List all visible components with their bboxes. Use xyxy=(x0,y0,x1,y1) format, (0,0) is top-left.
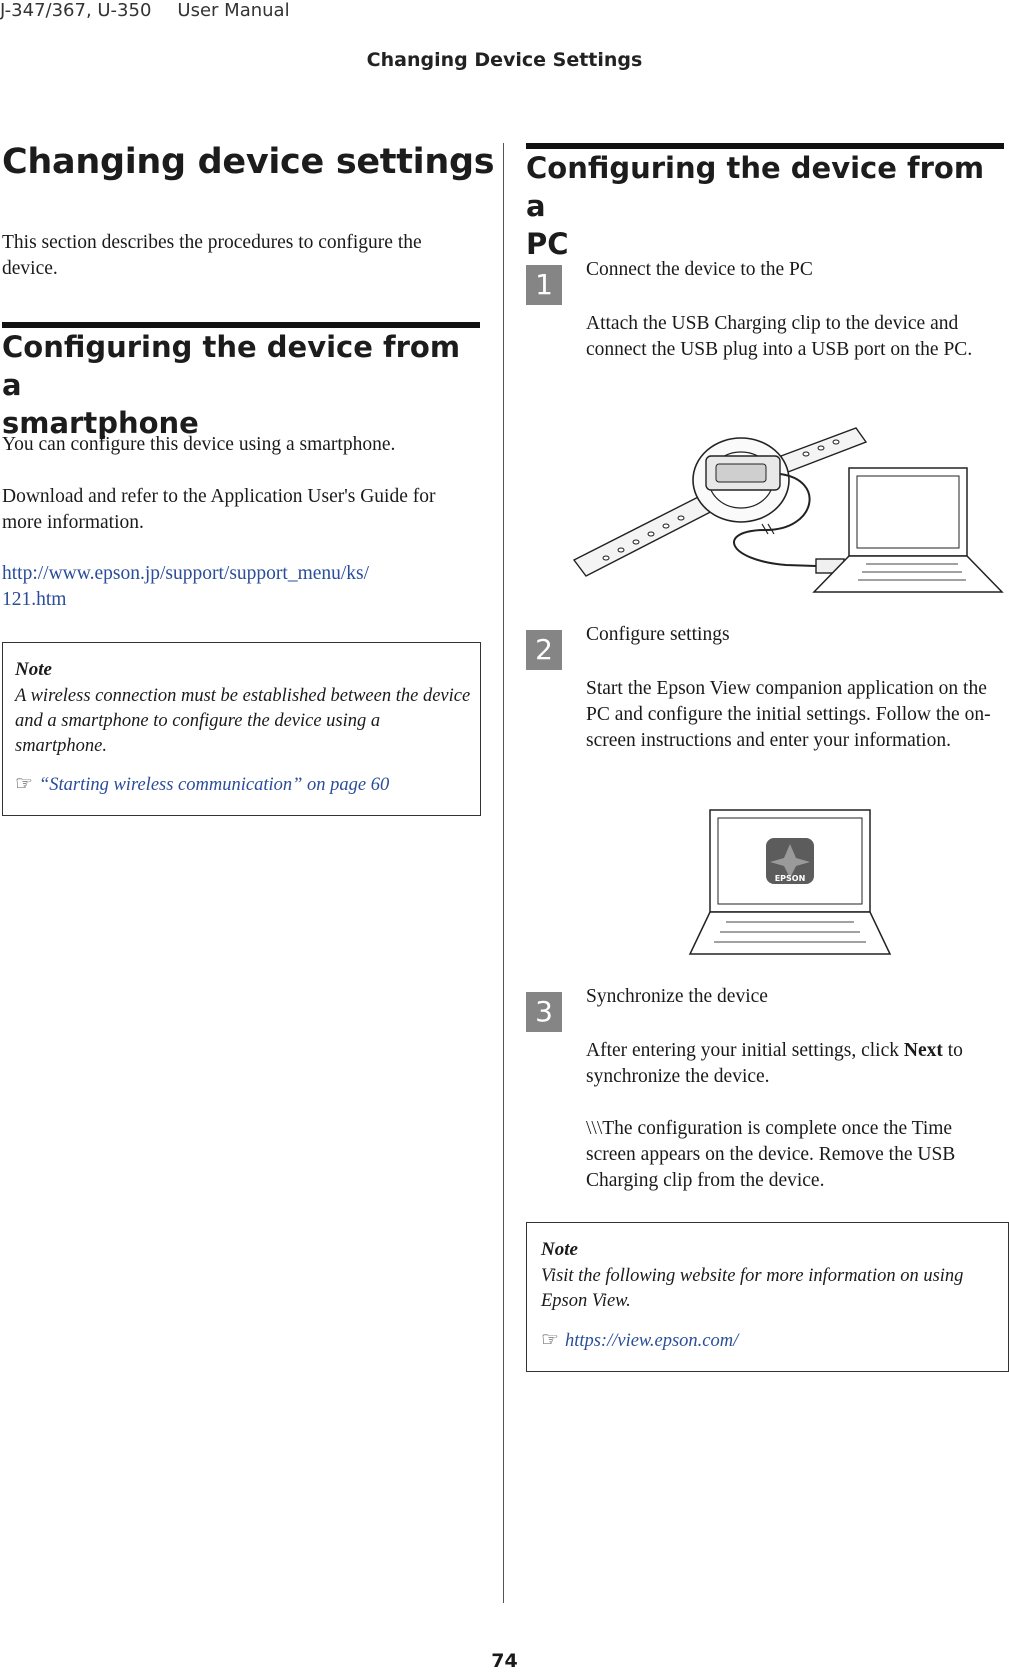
support-link[interactable] xyxy=(2,561,472,613)
reference-link[interactable]: “Starting wireless communication” on page 60 xyxy=(38,775,390,795)
pc-note-reference[interactable] xyxy=(541,1327,738,1352)
section-header: Changing Device Settings xyxy=(366,49,643,71)
document-name: User Manual xyxy=(177,0,290,21)
step-3-badge: 3 xyxy=(526,992,562,1032)
model-number: J-347/367, U-350 xyxy=(0,0,152,21)
pc-heading xyxy=(526,149,1004,263)
pc-heading-line2: PC xyxy=(526,227,569,261)
watch-usb-laptop-illustration xyxy=(566,420,1006,600)
step-1-badge: 1 xyxy=(526,265,562,305)
step-3-body-2: \\\The configuration is complete once the Time screen appears on the device. Remove the USB Charging clip from the device. xyxy=(586,1118,956,1191)
pc-heading-line1: Configuring the device from a xyxy=(526,151,985,223)
step-2-badge: 2 xyxy=(526,630,562,670)
smartphone-note-box xyxy=(2,642,481,816)
pc-note-box xyxy=(526,1222,1009,1372)
step-3-body xyxy=(586,1038,1004,1090)
smartphone-paragraph-2: Download and refer to the Application User's Guide for more information. xyxy=(2,486,436,533)
step-3-body-text: After entering your initial settings, click xyxy=(586,1040,904,1061)
step-2-body: Start the Epson View companion application on the PC and configure the initial settings. Follow the on-screen instructions and enter your information. xyxy=(586,678,991,751)
smartphone-paragraph-1: You can configure this device using a smartphone. xyxy=(2,434,396,455)
running-header xyxy=(0,0,290,21)
note-reference[interactable] xyxy=(15,771,389,796)
step-3-body-text-end: to synchronize the device. xyxy=(586,1040,963,1087)
app-logo-text: EPSON xyxy=(774,874,806,883)
smartphone-heading xyxy=(2,328,480,442)
epson-view-link[interactable]: https://view.epson.com/ xyxy=(564,1331,739,1351)
pointing-hand-icon: ☞ xyxy=(15,773,33,795)
step-2-title: Configure settings xyxy=(586,624,730,645)
step-3-title: Synchronize the device xyxy=(586,986,768,1007)
note-text: A wireless connection must be established between the device and a smartphone to configure the device using a smartphone. xyxy=(15,686,471,756)
smartphone-heading-line1: Configuring the device from a xyxy=(2,330,461,402)
smartphone-heading-line2: smartphone xyxy=(2,406,199,440)
intro-paragraph: This section describes the procedures to configure the device. xyxy=(2,232,422,279)
column-divider xyxy=(503,143,504,1603)
step-1-body: Attach the USB Charging clip to the device and connect the USB plug into a USB port on the PC. xyxy=(586,313,973,360)
step-1-title: Connect the device to the PC xyxy=(586,259,813,280)
support-link-line1[interactable]: http://www.epson.jp/support/support_menu/ks/ xyxy=(2,563,370,584)
support-link-line2[interactable]: 121.htm xyxy=(2,589,67,610)
page-title: Changing device settings xyxy=(2,142,495,182)
pc-note-text: Visit the following website for more information on using Epson View. xyxy=(541,1266,964,1311)
note-title: Note xyxy=(15,659,52,680)
pc-note-title: Note xyxy=(541,1239,578,1260)
pointing-hand-icon: ☞ xyxy=(541,1329,559,1351)
page-number: 74 xyxy=(491,1650,518,1672)
next-button-label: Next xyxy=(903,1040,943,1061)
laptop-epson-app-illustration xyxy=(686,808,894,960)
